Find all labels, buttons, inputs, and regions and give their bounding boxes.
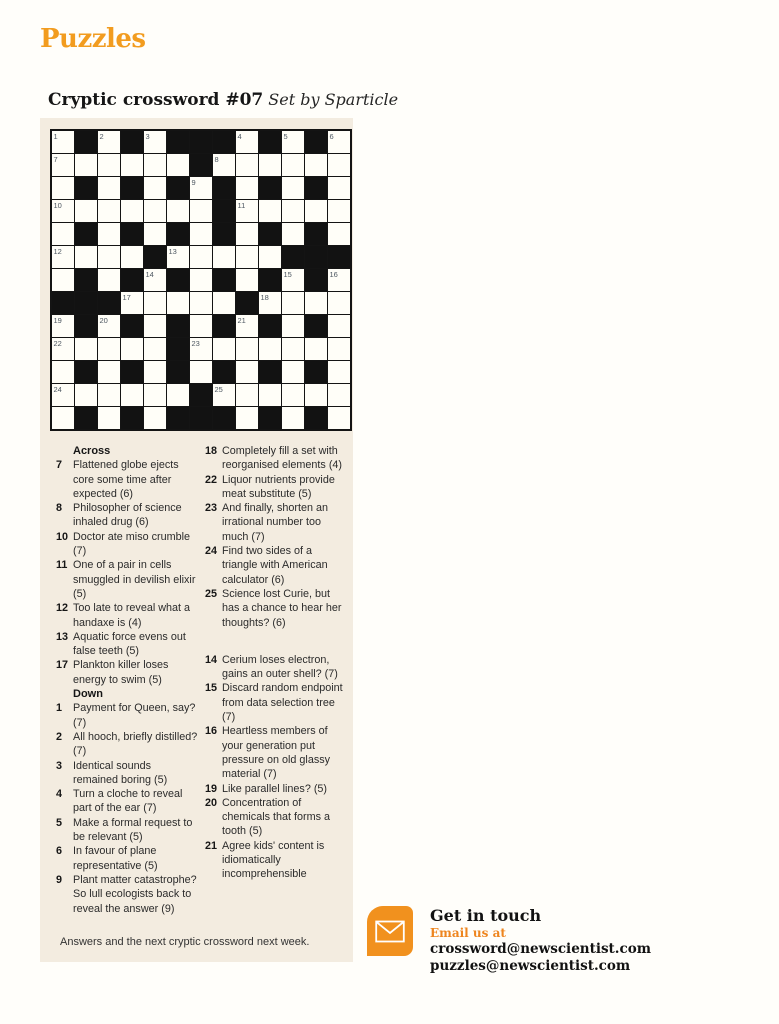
clue-number: 18 xyxy=(205,445,218,457)
contact-email-crossword[interactable]: crossword@newscientist.com xyxy=(430,941,652,957)
grid-cell-black xyxy=(167,131,189,153)
grid-cell-black xyxy=(167,315,189,337)
grid-cell[interactable] xyxy=(282,361,304,383)
clue-down-5 xyxy=(56,816,199,845)
clue-across-12 xyxy=(56,601,199,630)
grid-cell-black xyxy=(75,361,97,383)
grid-cell[interactable] xyxy=(52,361,74,383)
grid-cell[interactable] xyxy=(328,384,350,406)
grid-cell-black xyxy=(121,131,143,153)
grid-cell[interactable] xyxy=(259,292,281,314)
clue-number: 14 xyxy=(205,653,218,666)
clue-number: 2 xyxy=(56,730,63,743)
clue-down-6 xyxy=(56,844,199,873)
grid-cell-black xyxy=(305,223,327,245)
grid-cell[interactable] xyxy=(190,338,212,360)
grid-cell-black xyxy=(259,269,281,291)
grid-cell-black xyxy=(305,315,327,337)
clue-text: Plankton killer loses energy to swim (5) xyxy=(73,659,169,686)
grid-cell[interactable] xyxy=(52,315,74,337)
grid-cell[interactable] xyxy=(167,292,189,314)
grid-cell-black xyxy=(167,338,189,360)
clue-number: 13 xyxy=(56,630,69,643)
grid-cell[interactable] xyxy=(236,154,258,176)
puzzle-title-row xyxy=(48,90,398,110)
answers-note: Answers and the next cryptic crossword next week. xyxy=(60,936,310,948)
clue-text: Plant matter catastrophe? So lull ecologists back to reveal the answer (9) xyxy=(73,873,197,915)
clue-number: 21 xyxy=(205,839,218,852)
grid-cell[interactable] xyxy=(75,200,97,222)
cell-number: 24 xyxy=(53,384,62,394)
grid-cell-black xyxy=(305,361,327,383)
cell-number: 8 xyxy=(214,154,219,164)
grid-cell[interactable] xyxy=(144,338,166,360)
grid-cell-black xyxy=(305,177,327,199)
clue-down-21 xyxy=(205,839,348,882)
clue-text: Science lost Curie, but has a chance to hear her thoughts? (6) xyxy=(222,587,342,629)
grid-cell[interactable] xyxy=(121,292,143,314)
clue-across-11 xyxy=(56,558,199,601)
crossword-panel xyxy=(40,118,353,962)
grid-cell[interactable] xyxy=(52,200,74,222)
clue-text: Philosopher of science inhaled drug (6) xyxy=(73,502,182,529)
clue-section-gap xyxy=(205,630,348,653)
grid-cell[interactable] xyxy=(213,384,235,406)
grid-cell-black xyxy=(75,407,97,429)
grid-cell[interactable] xyxy=(328,361,350,383)
clue-number: 17 xyxy=(56,659,69,672)
grid-cell[interactable] xyxy=(236,131,258,153)
grid-cell[interactable] xyxy=(282,200,304,222)
grid-cell[interactable] xyxy=(305,292,327,314)
clue-text: Liquor nutrients provide meat substitute (5) xyxy=(222,473,335,500)
clue-column-left xyxy=(56,444,199,916)
envelope-icon xyxy=(367,906,413,956)
grid-cell[interactable] xyxy=(167,200,189,222)
grid-cell-black xyxy=(259,223,281,245)
grid-cell[interactable] xyxy=(282,269,304,291)
clue-text: And finally, shorten an irrational number too much (7) xyxy=(222,502,329,543)
clue-across-10 xyxy=(56,530,199,559)
grid-cell[interactable] xyxy=(144,154,166,176)
grid-cell[interactable] xyxy=(121,338,143,360)
grid-cell[interactable] xyxy=(213,292,235,314)
grid-cell[interactable] xyxy=(98,315,120,337)
clue-text: Payment for Queen, say? (7) xyxy=(73,702,196,729)
grid-cell-black xyxy=(75,292,97,314)
grid-cell[interactable] xyxy=(98,200,120,222)
grid-cell[interactable] xyxy=(167,246,189,268)
grid-cell[interactable] xyxy=(282,177,304,199)
grid-cell-black xyxy=(190,384,212,406)
clue-text: Like parallel lines? (5) xyxy=(222,782,328,795)
clue-text: Flattened globe ejects core some time after expected (6) xyxy=(73,459,179,500)
grid-cell[interactable] xyxy=(259,384,281,406)
cell-number: 9 xyxy=(191,177,196,187)
clue-number: 4 xyxy=(56,788,63,801)
grid-cell[interactable] xyxy=(144,223,166,245)
cell-number: 5 xyxy=(283,131,288,141)
clue-text: Concentration of chemicals that forms a tooth (5) xyxy=(222,796,331,838)
clue-across-22 xyxy=(205,473,348,502)
clue-text: All hooch, briefly distilled? (7) xyxy=(73,730,198,758)
cell-number: 2 xyxy=(99,131,104,141)
grid-cell[interactable] xyxy=(282,338,304,360)
clue-down-3 xyxy=(56,759,199,788)
clue-text: In favour of plane representative (5) xyxy=(73,845,158,872)
grid-cell[interactable] xyxy=(328,223,350,245)
grid-cell[interactable] xyxy=(98,154,120,176)
grid-cell[interactable] xyxy=(282,315,304,337)
grid-cell[interactable] xyxy=(328,200,350,222)
grid-cell-black xyxy=(213,407,235,429)
cell-number: 19 xyxy=(53,315,62,325)
grid-cell[interactable] xyxy=(236,223,258,245)
clue-number: 24 xyxy=(205,545,218,558)
grid-cell[interactable] xyxy=(236,246,258,268)
clue-down-4 xyxy=(56,787,199,816)
cell-number: 12 xyxy=(53,246,62,256)
grid-cell[interactable] xyxy=(75,338,97,360)
clue-text: One of a pair in cells smuggled in devilish elixir (5) xyxy=(73,559,196,600)
grid-cell[interactable] xyxy=(190,177,212,199)
contact-subheading: Email us at xyxy=(430,926,506,940)
grid-cell-black xyxy=(121,223,143,245)
cell-number: 16 xyxy=(329,269,338,279)
cell-number: 15 xyxy=(283,269,292,279)
cell-number: 7 xyxy=(53,154,58,164)
across-header: Across xyxy=(73,445,111,457)
grid-cell[interactable] xyxy=(144,292,166,314)
clue-number: 22 xyxy=(205,473,218,486)
grid-cell[interactable] xyxy=(190,269,212,291)
grid-cell-black xyxy=(121,177,143,199)
grid-cell-black xyxy=(121,407,143,429)
clue-down-9 xyxy=(56,873,199,916)
clue-down-16 xyxy=(205,724,348,781)
grid-cell-black xyxy=(305,269,327,291)
clue-number: 9 xyxy=(56,873,63,886)
grid-cell[interactable] xyxy=(236,361,258,383)
clue-text: Doctor ate miso crumble (7) xyxy=(73,530,191,558)
cell-number: 4 xyxy=(237,131,242,141)
grid-cell[interactable] xyxy=(144,269,166,291)
grid-cell-black xyxy=(167,269,189,291)
grid-cell-black xyxy=(328,246,350,268)
grid-cell[interactable] xyxy=(282,384,304,406)
grid-cell-black xyxy=(259,361,281,383)
grid-cell[interactable] xyxy=(282,407,304,429)
grid-cell-black xyxy=(213,269,235,291)
clue-across-17 xyxy=(56,658,199,687)
cell-number: 14 xyxy=(145,269,154,279)
clue-number: 20 xyxy=(205,796,218,809)
grid-cell[interactable] xyxy=(121,246,143,268)
cell-number: 17 xyxy=(122,292,131,302)
grid-cell-black xyxy=(213,177,235,199)
clue-number: 1 xyxy=(56,702,63,715)
clue-number: 23 xyxy=(205,502,218,515)
grid-cell[interactable] xyxy=(52,154,74,176)
grid-cell[interactable] xyxy=(328,177,350,199)
clue-text: Cerium loses electron, gains an outer shell? (7) xyxy=(222,653,338,681)
grid-cell-black xyxy=(259,315,281,337)
grid-cell[interactable] xyxy=(190,361,212,383)
cell-number: 25 xyxy=(214,384,223,394)
clue-across-8 xyxy=(56,501,199,530)
grid-cell[interactable] xyxy=(98,131,120,153)
clue-down-20 xyxy=(205,796,348,839)
grid-cell[interactable] xyxy=(98,223,120,245)
clue-number: 19 xyxy=(205,782,218,795)
clue-number: 7 xyxy=(56,459,63,472)
grid-cell[interactable] xyxy=(259,246,281,268)
grid-cell[interactable] xyxy=(236,177,258,199)
grid-cell[interactable] xyxy=(144,315,166,337)
grid-cell[interactable] xyxy=(305,384,327,406)
clue-number: 6 xyxy=(56,845,63,858)
grid-cell-black xyxy=(213,131,235,153)
grid-cell[interactable] xyxy=(52,407,74,429)
grid-cell[interactable] xyxy=(190,292,212,314)
clue-number: 12 xyxy=(56,602,69,615)
grid-cell[interactable] xyxy=(98,407,120,429)
grid-cell[interactable] xyxy=(98,361,120,383)
grid-cell-black xyxy=(190,131,212,153)
grid-cell[interactable] xyxy=(190,246,212,268)
grid-cell[interactable] xyxy=(98,246,120,268)
grid-cell[interactable] xyxy=(98,384,120,406)
grid-cell[interactable] xyxy=(328,315,350,337)
clue-number: 10 xyxy=(56,530,69,543)
grid-cell[interactable] xyxy=(259,154,281,176)
grid-cell-black xyxy=(144,246,166,268)
grid-cell[interactable] xyxy=(144,384,166,406)
contact-email-puzzles[interactable]: puzzles@newscientist.com xyxy=(430,957,631,974)
grid-cell[interactable] xyxy=(282,292,304,314)
clue-down-15 xyxy=(205,681,348,724)
clue-across-7 xyxy=(56,458,199,501)
down-header: Down xyxy=(73,688,103,701)
grid-cell[interactable] xyxy=(213,338,235,360)
grid-cell[interactable] xyxy=(236,338,258,360)
grid-cell[interactable] xyxy=(75,154,97,176)
clue-across-13 xyxy=(56,630,199,659)
grid-cell-black xyxy=(259,131,281,153)
grid-cell[interactable] xyxy=(121,384,143,406)
grid-cell[interactable] xyxy=(236,407,258,429)
clue-number: 11 xyxy=(56,559,68,572)
grid-cell[interactable] xyxy=(144,407,166,429)
grid-cell-black xyxy=(167,223,189,245)
grid-cell[interactable] xyxy=(236,269,258,291)
grid-cell[interactable] xyxy=(52,269,74,291)
grid-cell-black xyxy=(259,177,281,199)
grid-cell[interactable] xyxy=(167,154,189,176)
clue-text: Discard random endpoint from data selection tree (7) xyxy=(222,682,343,724)
grid-cell[interactable] xyxy=(328,407,350,429)
grid-cell-black xyxy=(75,131,97,153)
grid-cell[interactable] xyxy=(167,384,189,406)
clue-down-1 xyxy=(56,701,199,730)
clue-number: 15 xyxy=(205,682,218,695)
grid-cell-black xyxy=(305,131,327,153)
grid-cell[interactable] xyxy=(328,154,350,176)
grid-cell[interactable] xyxy=(328,292,350,314)
grid-cell[interactable] xyxy=(282,154,304,176)
cell-number: 6 xyxy=(329,131,334,141)
grid-cell[interactable] xyxy=(213,246,235,268)
grid-cell[interactable] xyxy=(236,200,258,222)
clue-number: 16 xyxy=(205,725,218,738)
grid-cell-black xyxy=(167,361,189,383)
grid-cell[interactable] xyxy=(190,223,212,245)
grid-cell-black xyxy=(75,315,97,337)
contact-heading: Get in touch xyxy=(430,906,542,925)
grid-cell[interactable] xyxy=(282,131,304,153)
grid-cell-black xyxy=(190,407,212,429)
grid-cell[interactable] xyxy=(236,384,258,406)
clue-text: Heartless members of your generation put pressure on old glassy material (7) xyxy=(222,725,331,781)
clue-down-2 xyxy=(56,730,199,759)
grid-cell-black xyxy=(259,407,281,429)
cell-number: 20 xyxy=(99,315,108,325)
grid-cell-black xyxy=(213,361,235,383)
grid-cell[interactable] xyxy=(328,269,350,291)
clue-number: 3 xyxy=(56,759,63,772)
grid-cell[interactable] xyxy=(144,131,166,153)
grid-cell[interactable] xyxy=(213,154,235,176)
grid-cell-black xyxy=(167,177,189,199)
crossword-grid[interactable] xyxy=(50,129,352,431)
grid-cell[interactable] xyxy=(328,338,350,360)
grid-cell[interactable] xyxy=(52,246,74,268)
grid-cell[interactable] xyxy=(52,223,74,245)
grid-cell[interactable] xyxy=(305,338,327,360)
grid-cell-black xyxy=(121,269,143,291)
grid-cell[interactable] xyxy=(305,200,327,222)
cell-number: 18 xyxy=(260,292,269,302)
grid-cell-black xyxy=(98,292,120,314)
get-in-touch xyxy=(367,906,651,974)
grid-cell[interactable] xyxy=(52,131,74,153)
grid-cell[interactable] xyxy=(121,154,143,176)
grid-cell[interactable] xyxy=(282,223,304,245)
clue-down-14 xyxy=(205,653,348,682)
grid-cell[interactable] xyxy=(259,200,281,222)
grid-cell-black xyxy=(75,177,97,199)
clue-text: Turn a cloche to reveal part of the ear (7) xyxy=(73,788,183,815)
clue-text: Agree kids' content is idiomatically incomprehensible xyxy=(222,839,325,881)
grid-cell[interactable] xyxy=(190,200,212,222)
grid-cell[interactable] xyxy=(259,338,281,360)
contact-text xyxy=(430,906,651,974)
cell-number: 1 xyxy=(53,131,58,141)
grid-cell-black xyxy=(282,246,304,268)
grid-cell[interactable] xyxy=(144,200,166,222)
clue-number: 8 xyxy=(56,502,63,515)
grid-cell[interactable] xyxy=(236,315,258,337)
grid-cell-black xyxy=(167,407,189,429)
cell-number: 22 xyxy=(53,338,62,348)
clue-lists xyxy=(56,444,348,916)
page-title: Puzzles xyxy=(40,24,146,54)
grid-cell[interactable] xyxy=(52,338,74,360)
puzzle-title: Cryptic crossword #07 xyxy=(48,90,264,110)
grid-cell[interactable] xyxy=(98,338,120,360)
clue-number: 25 xyxy=(205,587,218,600)
grid-cell[interactable] xyxy=(144,177,166,199)
clue-across-23 xyxy=(205,501,348,544)
grid-cell-black xyxy=(75,223,97,245)
grid-cell[interactable] xyxy=(52,384,74,406)
clue-across-18 xyxy=(205,444,348,473)
grid-cell[interactable] xyxy=(328,131,350,153)
clue-across-24 xyxy=(205,544,348,587)
cell-number: 3 xyxy=(145,131,150,141)
grid-cell-black xyxy=(52,292,74,314)
cell-number: 10 xyxy=(53,200,62,210)
clue-down-19 xyxy=(205,782,348,796)
clue-number: 5 xyxy=(56,816,63,829)
clue-text: Too late to reveal what a handaxe is (4) xyxy=(73,602,191,629)
grid-cell-black xyxy=(121,361,143,383)
clue-text: Find two sides of a triangle with American calculator (6) xyxy=(222,545,328,586)
grid-cell-black xyxy=(305,407,327,429)
grid-cell[interactable] xyxy=(98,177,120,199)
grid-cell-black xyxy=(213,200,235,222)
grid-cell[interactable] xyxy=(121,200,143,222)
grid-cell[interactable] xyxy=(98,269,120,291)
grid-cell-black xyxy=(305,246,327,268)
grid-cell-black xyxy=(213,315,235,337)
grid-cell-black xyxy=(121,315,143,337)
cell-number: 11 xyxy=(237,200,246,210)
grid-cell[interactable] xyxy=(75,384,97,406)
clue-column-right xyxy=(205,444,348,916)
cell-number: 13 xyxy=(168,246,177,256)
cell-number: 23 xyxy=(191,338,200,348)
cell-number: 21 xyxy=(237,315,246,325)
clue-text: Aquatic force evens out false teeth (5) xyxy=(73,630,186,658)
grid-cell[interactable] xyxy=(305,154,327,176)
clue-text: Make a formal request to be relevant (5) xyxy=(73,816,193,844)
grid-cell[interactable] xyxy=(144,361,166,383)
clue-text: Completely fill a set with reorganised elements (4) xyxy=(222,445,343,472)
grid-cell[interactable] xyxy=(52,177,74,199)
grid-cell-black xyxy=(75,269,97,291)
grid-cell[interactable] xyxy=(190,315,212,337)
puzzle-setter: Set by Sparticle xyxy=(268,90,399,109)
clue-across-25 xyxy=(205,587,348,630)
clue-text: Identical sounds remained boring (5) xyxy=(73,759,168,786)
grid-cell-black xyxy=(236,292,258,314)
grid-cell-black xyxy=(190,154,212,176)
grid-cell-black xyxy=(213,223,235,245)
grid-cell[interactable] xyxy=(75,246,97,268)
